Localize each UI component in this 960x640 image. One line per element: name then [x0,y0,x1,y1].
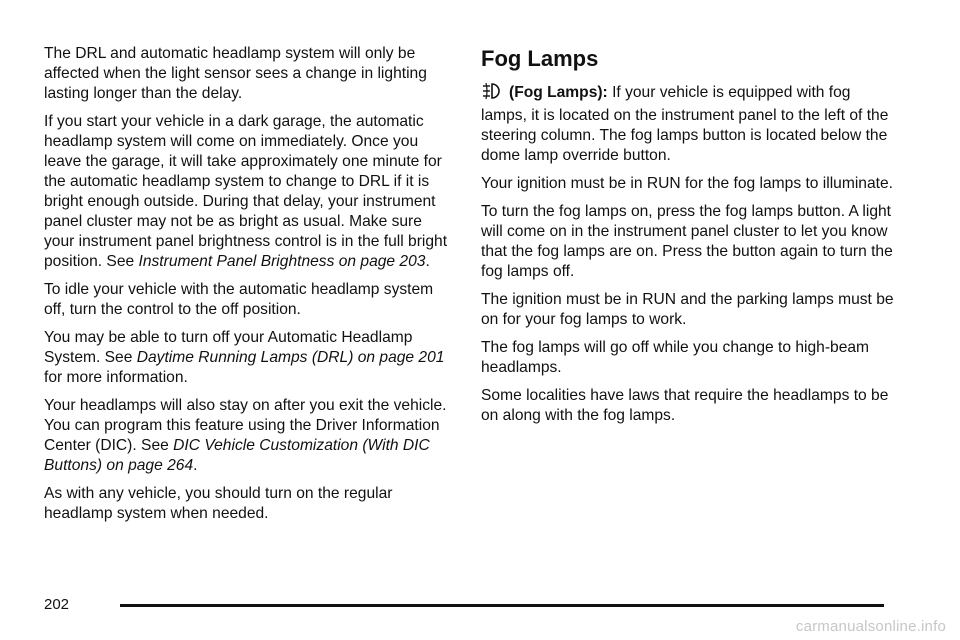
watermark: carmanualsonline.info [795,618,946,635]
paragraph-text: You may be able to turn off your Automatic Headlamp System. See [44,329,413,366]
fog-lamp-icon [481,82,503,106]
cross-reference-link[interactable]: Instrument Panel Brightness on page 203 [138,253,426,270]
paragraph-drl-sensor: The DRL and automatic headlamp system will only be affected when the light sensor sees a change in lighting lasting longer than the delay. [44,45,427,102]
paragraph-fog-lamps-intro [481,82,896,166]
paragraph-headlamps-stay-on [44,396,454,476]
paragraph-regular-headlamps: As with any vehicle, you should turn on the regular headlamp system when needed. [44,485,393,522]
footer-rule [120,604,884,607]
paragraph-dark-garage [44,112,454,272]
paragraph-turn-on: To turn the fog lamps on, press the fog lamps button. A light will come on in the instrument panel cluster to let you know that the fog lamps are on. Press the button again to turn the fog lamps off. [481,203,893,280]
paragraph-text: Your headlamps will also stay on after you exit the vehicle. You can program this feature using the Driver Information Center (DIC). See [44,397,447,454]
section-heading: Fog Lamps [481,46,599,71]
paragraph-parking-lamps: The ignition must be in RUN and the parking lamps must be on for your fog lamps to work. [481,291,894,328]
left-column [44,44,454,532]
page-number: 202 [44,596,70,613]
fog-lamps-label: (Fog Lamps): [509,84,608,101]
right-column [481,46,896,434]
paragraph-text: If your vehicle is equipped with fog lamps, it is located on the instrument panel to the left of the steering column. The fog lamps button is located below the dome lamp override button. [481,84,889,164]
paragraph-end: . [193,457,198,474]
paragraph-end: for more information. [44,369,188,386]
cross-reference-link[interactable]: DIC Vehicle Customization (With DIC Buttons) on page 264 [44,437,430,474]
paragraph-high-beam: The fog lamps will go off while you change to high-beam headlamps. [481,339,870,376]
paragraph-end: . [425,253,430,270]
paragraph-turn-off-auto [44,328,454,388]
cross-reference-link[interactable]: Daytime Running Lamps (DRL) on page 201 [136,349,445,366]
paragraph-idle-vehicle: To idle your vehicle with the automatic headlamp system off, turn the control to the off position. [44,281,434,318]
paragraph-text: If you start your vehicle in a dark garage, the automatic headlamp system will come on immediately. Once you leave the garage, it will take approximately one minute for the automatic headlamp system to change to DRL if it is bright enough outside. During that delay, your instrument panel cluster may not be as bright as usual. Make sure your instrument panel brightness control is in the full bright position. See [44,113,448,270]
paragraph-ignition-run: Your ignition must be in RUN for the fog lamps to illuminate. [481,175,893,192]
paragraph-localities: Some localities have laws that require the headlamps to be on along with the fog lamps. [481,387,889,424]
